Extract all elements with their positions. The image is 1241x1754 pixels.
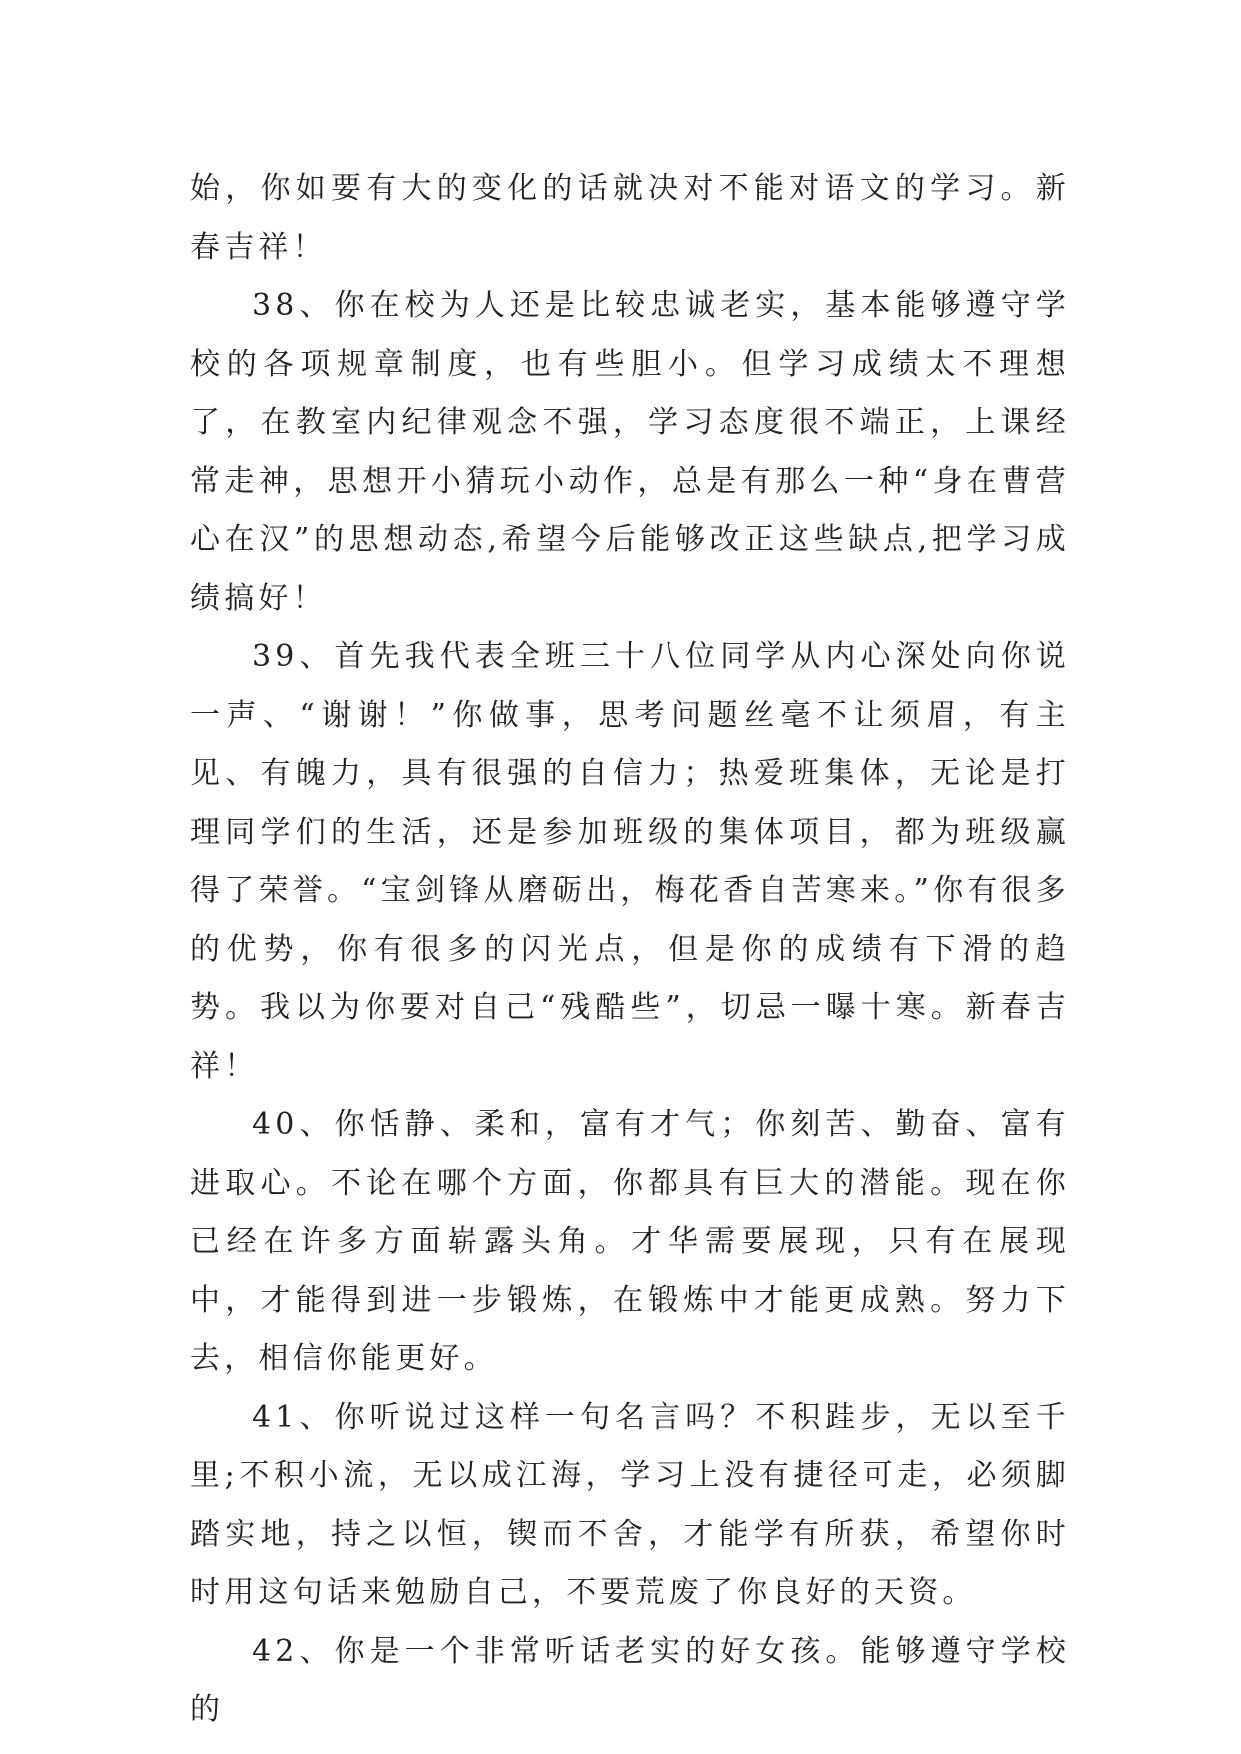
- paragraph-40: 40、你恬静、柔和，富有才气；你刻苦、勤奋、富有进取心。不论在哪个方面，你都具有巨大的潜能。现在你已经在许多方面崭露头角。才华需要展现，只有在展现中，才能得到进一步锻炼，在锻炼中才能更成熟。努力下去，相信你能更好。: [190, 1107, 1070, 1376]
- document-body: [190, 160, 1070, 1740]
- paragraph-continued: 始，你如要有大的变化的话就决对不能对语文的学习。新春吉祥！: [190, 171, 1070, 265]
- paragraph-39: 39、首先我代表全班三十八位同学从内心深处向你说一声、“谢谢！”你做事，思考问题丝毫不让须眉，有主见、有魄力，具有很强的自信力；热爱班集体，无论是打理同学们的生活，还是参加班级的集体项目，都为班级赢得了荣誉。“宝剑锋从磨砺出，梅花香自苦寒来。”你有很多的优势，你有很多的闪光点，但是你的成绩有下滑的趋势。我以为你要对自己“残酷些”，切忌一曝十寒。新春吉祥！: [190, 639, 1070, 1084]
- paragraph-38: 38、你在校为人还是比较忠诚老实，基本能够遵守学校的各项规章制度，也有些胆小。但学习成绩太不理想了，在教室内纪律观念不强，学习态度很不端正，上课经常走神，思想开小猜玩小动作，总是有那么一种“身在曹营心在汉”的思想动态,希望今后能够改正这些缺点,把学习成绩搞好！: [190, 288, 1070, 616]
- paragraph-41: 41、你听说过这样一句名言吗？不积跬步，无以至千里;不积小流，无以成江海，学习上没有捷径可走，必须脚踏实地，持之以恒，锲而不舍，才能学有所获，希望你时时用这句话来勉励自己，不要荒废了你良好的天资。: [190, 1399, 1070, 1610]
- paragraph-42: 42、你是一个非常听话老实的好女孩。能够遵守学校的: [190, 1633, 1070, 1727]
